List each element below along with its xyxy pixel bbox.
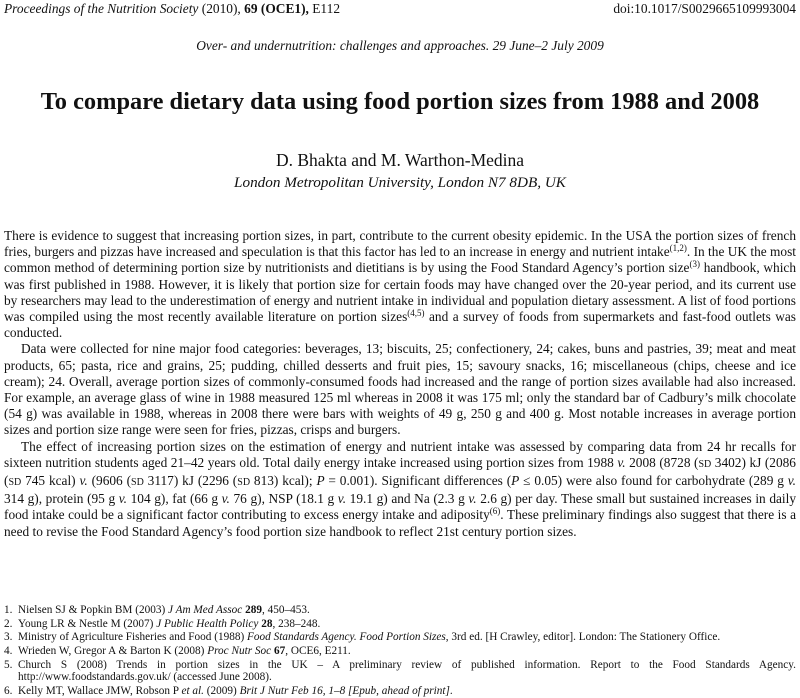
citation-4-5[interactable]: (4,5) — [407, 308, 425, 319]
reference-text: Church S (2008) Trends in portion sizes in the UK – A preliminary review of published information. Report to the Food Standards Agency. http://www.foodstandards.gov.uk/ (accessed June 2008). — [18, 658, 796, 684]
reference-list — [4, 604, 796, 698]
paragraph-1 — [4, 228, 796, 341]
reference-volume: 289 — [245, 604, 262, 616]
versus: v. — [79, 473, 88, 489]
reference-item — [4, 645, 796, 657]
reference-pages: , OCE6, E211. — [285, 645, 351, 658]
versus: v. — [468, 491, 477, 507]
p1-text-a: There is evidence to suggest that increasing portion sizes, in part, contribute to the current obesity epidemic. In the USA the portion sizes of french fries, burgers and pizzas have increased and speculation is that this factor has led to an increase in energy and nutrient intake — [4, 228, 796, 260]
reference-journal: J Am Med Assoc — [168, 604, 243, 616]
versus: v. — [787, 473, 797, 489]
p3-text: 3402) kJ (2086 ( — [4, 454, 796, 489]
p-value-symbol: P — [316, 473, 325, 489]
p3-text: 2.6 g) per day. These small but sustained increases in daily food intake could be a significant factor contributing to excess energy intake and adiposity — [4, 491, 797, 523]
reference-year: (2009) — [203, 684, 240, 697]
p3-text: 813) kcal); — [250, 473, 317, 489]
citation-1-2[interactable]: (1,2) — [669, 243, 687, 254]
reference-authors: Wrieden W, Gregor A & Barton K (2008) — [18, 645, 208, 658]
reference-authors: Ministry of Agriculture Fisheries and Food (1988) — [18, 631, 248, 644]
p3-text: 3117) kJ (2296 ( — [143, 473, 238, 489]
reference-item — [4, 604, 796, 616]
journal-citation — [4, 1, 340, 17]
reference-item — [4, 685, 796, 697]
p3-text: ≤ 0.05) were also found for carbohydrate (289 g — [519, 473, 788, 489]
citation-6[interactable]: (6) — [489, 506, 501, 517]
p1-text-c: handbook, which was first published in 1988. However, it is likely that portion size for certain foods may have changed over the 20-year period, and its current use by researchers may lead to the underestimation of energy and nutrient intake in individual and population dietary assessment. A list of food portions was compiled using the most recently available literature on portion sizes — [4, 260, 796, 325]
sd-label: SD — [131, 477, 144, 489]
journal-issue: (OCE1), — [260, 1, 309, 16]
reference-journal: Proc Nutr Soc — [207, 645, 272, 658]
reference-journal: Brit J Nutr Feb 16, 1–8 [Epub, ahead of print] — [239, 684, 450, 697]
reference-item — [4, 659, 796, 684]
journal-name: Proceedings of the Nutrition Society — [4, 1, 199, 16]
affiliation: London Metropolitan University, London N7 8DB, UK — [234, 174, 566, 191]
paragraph-3 — [4, 439, 796, 540]
p3-text: . These preliminary findings also suggest that there is a need to revise the Food Standard Agency’s food portion size handbook to reflect 21st century portion sizes. — [4, 507, 796, 539]
p3-text: 76 g), NSP (18.1 g — [229, 491, 338, 507]
reference-number: 4. — [4, 645, 13, 658]
reference-number: 6. — [4, 684, 13, 697]
p3-text: The effect of increasing portion sizes on the estimation of energy and nutrient intake was assessed by comparing data from 24 hr recalls for sixteen nutrition students aged 21–42 years old. Total daily energy intake increased using portion sizes from 1988 — [4, 438, 796, 470]
paragraph-2: Data were collected for nine major food categories: beverages, 13; biscuits, 25; confectionery, 24; cakes, buns and pastries, 39; meat and meat products, 65; pasta, rice and grains, 25; pudding, chilled desserts and fruit pies, 15; savoury snacks, 16; miscellaneous (chips, cheese and ice cream); 24. Overall, average portion sizes of commonly-consumed foods had increased and the range of portion sizes available had also increased. For example, an average glass of wine in 1988 measured 125 ml whereas in 2008 it was 175 ml; only the standard bar of Cadbury’s milk chocolate (54 g) was available in 1988, whereas in 2008 there were bars with weights of 49 g, 250 g and 400 g. Most notable increases in average portion sizes and portion size range were seen for fries, pizzas, crisps and burgers. — [4, 341, 796, 438]
reference-item — [4, 618, 796, 630]
citation-3[interactable]: (3) — [689, 259, 700, 270]
p3-text: 314 g), protein (95 g — [4, 491, 119, 507]
reference-number: 1. — [4, 604, 13, 616]
reference-pages: , 450–453. — [261, 604, 310, 616]
p3-text: 104 g), fat (66 g — [127, 491, 222, 507]
p3-text: (9606 ( — [87, 473, 132, 489]
journal-page: E112 — [312, 1, 341, 16]
reference-et-al: et al. — [181, 684, 204, 697]
reference-journal: Food Standards Agency. Food Portion Sizes — [247, 631, 446, 644]
sd-label: SD — [8, 477, 22, 489]
reference-pages: , 238–248. — [272, 617, 321, 630]
journal-volume: 69 — [244, 1, 258, 16]
p3-text: 745 kcal) — [21, 473, 80, 489]
authors: D. Bhakta and M. Warthon-Medina — [275, 150, 525, 170]
reference-authors: Nielsen SJ & Popkin BM (2003) — [18, 604, 169, 616]
p1-text-b: . In the UK the most common method of determining portion size by nutritionists and dietitians is by using the Food Standard Agency’s portion size — [4, 244, 796, 276]
p3-text: 19.1 g) and Na (2.3 g — [346, 491, 469, 507]
article-title: To compare dietary data using food portion sizes from 1988 and 2008 — [40, 88, 760, 115]
journal-year: (2010), — [201, 1, 241, 16]
p1-text-d: and a survey of foods from supermarkets and fast-food outlets was conducted. — [4, 309, 796, 341]
reference-authors: Young LR & Nestle M (2007) — [18, 617, 157, 630]
sd-label: SD — [237, 477, 251, 489]
reference-number: 2. — [4, 617, 13, 630]
versus: v. — [617, 454, 626, 470]
reference-item — [4, 631, 796, 643]
p-value-symbol: P — [511, 473, 520, 489]
reference-authors: Kelly MT, Wallace JMW, Robson P — [18, 684, 182, 697]
sd-label: SD — [698, 458, 712, 470]
versus: v. — [118, 491, 128, 507]
reference-pages: , 3rd ed. [H Crawley, editor]. London: The Stationery Office. — [445, 631, 721, 644]
versus: v. — [337, 491, 347, 507]
conference-line: Over- and undernutrition: challenges and approaches. 29 June–2 July 2009 — [196, 38, 604, 53]
p3-text: 2008 (8728 ( — [625, 454, 699, 470]
p3-text: = 0.001). Significant differences ( — [324, 473, 512, 489]
running-header — [4, 1, 796, 17]
reference-number: 5. — [4, 658, 13, 671]
reference-pages: . — [449, 684, 453, 697]
reference-number: 3. — [4, 631, 13, 644]
versus: v. — [221, 491, 230, 507]
abstract-body — [4, 228, 796, 540]
reference-journal: J Public Health Policy — [156, 617, 259, 630]
doi[interactable]: doi:10.1017/S0029665109993004 — [613, 1, 796, 16]
reference-volume: 28 — [261, 617, 273, 630]
reference-volume: 67 — [273, 645, 286, 658]
